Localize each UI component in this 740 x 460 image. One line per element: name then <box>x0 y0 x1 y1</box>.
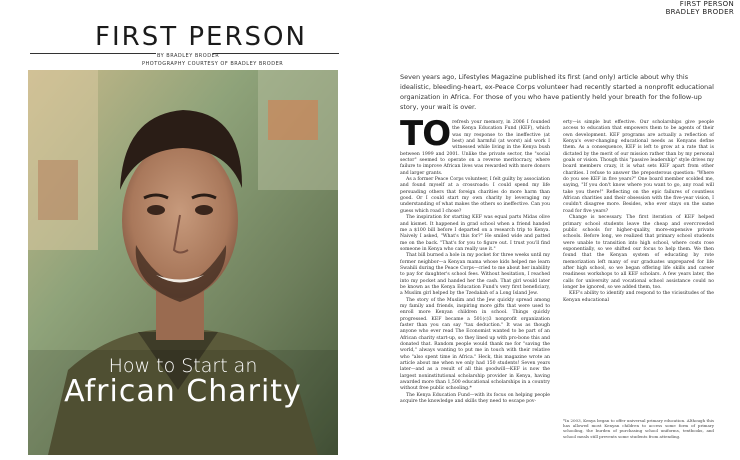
paragraph: Change is necessary. The first iteration of KEF helped primary school students leave the cheap and overcrowded public schools for higher-quality, more-expensive private schools. Before long, we realized that primary school students were unable to transition into high school, where costs rose exponentially, so we shifted our focus to help them. We then found that the Kenyan system of educating by rote memorization left many of our graduates unprepared for life after high school, so we began offering life skills and career readiness workshops to all KEF scholars. A few years later, the calls for university and vocational school assistance could no longer be ignored, so we added them, too. <box>563 215 714 290</box>
paragraph: As a former Peace Corps volunteer, I felt guilty by association and found myself at a crossroads: I could spend my life persuading others that foreign charities do more harm than good. Or I could start my own charity by leveraging my understanding of what makes the others so ineffective. Can you guess which road I chose? <box>400 177 550 214</box>
running-header <box>666 0 734 16</box>
paragraph: KEF's ability to identify and respond to the vicissitudes of the Kenyan educational <box>563 291 714 303</box>
paragraph: The story of the Muslim and the Jew quickly spread among my family and friends, inspiring more gifts that were used to enroll more Kenyan children in school. Things quickly progressed. KEF became a 501(c)3 nonprofit organization faster than you can say "tax deduction." It was as though anyone who ever read The Economist wanted to be part of an African charity start-up, so they lined up with pro-bono this and donated that. Random people would thank me for "saving the world," always wanting to put me in touch with their relative who "also spent time in Africa." Heck, this magazine wrote an article about me when we only had 150 students! Seven years later—and as a result of all this goodwill—KEF is now the largest noninstitutional scholarship provider in Kenya, having awarded more than 1,500 educational scholarships in a country without free public schooling.* <box>400 297 550 392</box>
paragraph: That bill burned a hole in my pocket for three weeks until my former neighbor—a Kenyan mama whose kids helped me learn Swahili during the Peace Corps—cried to me about her inability to pay for daughter's school fees. Without hesitation, I reached into my pocket and handed her the cash. That girl would later be known as the Kenya Education Fund's very first beneficiary, a Muslim girl helped by the Tzedakah of a Long Island Jew. <box>400 253 550 297</box>
paragraph <box>400 114 550 177</box>
footnote: *In 2003, Kenya began to offer universal primary education. Although this has allowed most Kenyan children to access some form of primary schooling, the burden of purchasing school uniforms, textbooks, and school meals still prevents some students from attending. <box>563 418 714 439</box>
article-column-1 <box>400 114 550 405</box>
article-column-2 <box>563 120 714 304</box>
headline-line-2: African Charity <box>64 374 302 409</box>
drop-cap: TO <box>400 114 451 154</box>
photo-credit: PHOTOGRAPHY COURTESY OF BRADLEY BRODER <box>142 61 284 67</box>
paragraph: erty—is simple but effective. Our scholarships give people access to education that empowers them to be agents of their own development. KEF programs are actually a reflection of Kenya's ever-changing educational needs as Kenyans define them. As a consequence, KEF is left to grow at a rate that is dictated by the merit of our mission rather than by my personal goals or vision. Though this "passive leadership" style drives my board members crazy, it is what sets KEF apart from other charities. I refuse to answer the preposterous question: "Where do you see KEF in five years?" One board member scolded me, saying, "If you don't know where you want to go, any road will take you there!" Reflecting on the epic failures of countless African charities and their obsession with the five-year vision, I couldn't disagree more. Besides, who ever stays on the same road for five years? <box>563 120 714 214</box>
headline-line-1: How to Start an <box>108 355 258 377</box>
divider-right <box>213 53 339 54</box>
intro-paragraph: Seven years ago, Lifestyles Magazine published its first (and only) article about why this idealistic, bleeding-heart, ex-Peace Corps volunteer had recently started a nonprofit educational organization in Africa. For those of you who have patiently held your breath for the follow-up story, your wait is over. <box>400 73 714 111</box>
paragraph: The inspiration for starting KEF was equal parts Midas olive and kismet. It happened in grad school when a friend handed me a $100 bill before I departed on a research trip to Kenya. Naively I asked, "What's this for?" He smiled wide and patted me on the back. "That's for you to figure out. I trust you'll find someone in Kenya who can really use it." <box>400 215 550 252</box>
divider-left <box>30 53 156 54</box>
page-title: FIRST PERSON <box>95 22 307 52</box>
running-header-section: FIRST PERSON <box>679 0 734 8</box>
paragraph: The Kenya Education Fund—with its focus on helping people acquire the knowledge and skills they need to escape pov- <box>400 392 550 405</box>
byline: BY BRADLEY BRODER <box>157 53 220 59</box>
paragraph-text: refresh your memory, in 2006 I founded the Kenya Education Fund (KEF), which was my response to the ineffective (at best) and harmful (at worst) aid work I witnessed while living in the Kenya bush between 1999 and 2001. Unlike the private sector, the "social sector" seemed to operate on a reverse meritocracy, where failure to improve African lives was rewarded with more donors and larger grants. <box>400 120 550 176</box>
running-header-author: BRADLEY BRODER <box>665 8 734 16</box>
